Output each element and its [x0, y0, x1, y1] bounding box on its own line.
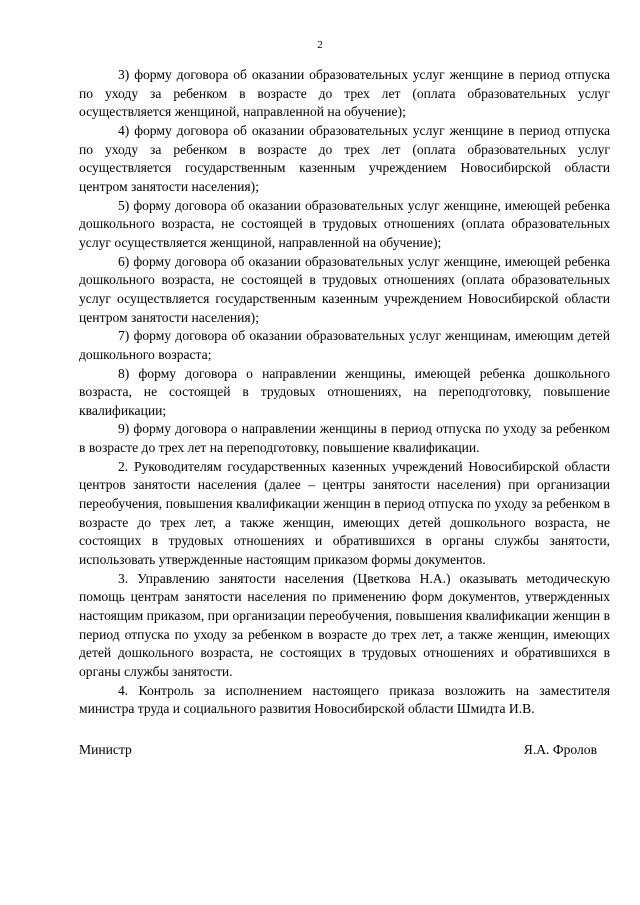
paragraph-clause-2: 2. Руководителям государственных казенных учреждений Новосибирской области центров занятости населения (далее – центры занятости населения) при организации переобучения, повышения квалификации женщин в период отпуска по уходу за ребенком в возрасте до трех лет, а также женщин, имеющих детей дошкольного возраста, не состоящих в трудовых отношениях и обратившихся в органы службы занятости, использовать утвержденные настоящим приказом формы документов.	[79, 458, 610, 568]
paragraph-item-8: 8) форму договора о направлении женщины, имеющей ребенка дошкольного возраста, не состоящей в трудовых отношениях, на переподготовку, повышение квалификации;	[79, 365, 610, 418]
paragraph-item-7: 7) форму договора об оказании образовательных услуг женщинам, имеющим детей дошкольного возраста;	[79, 328, 610, 362]
signatory-name: Я.А. Фролов	[523, 742, 597, 757]
paragraph-item-3: 3) форму договора об оказании образовательных услуг женщине в период отпуска по уходу за ребенком в возрасте до трех лет (оплата образовательных услуг осуществляется женщиной, направленной на обучение);	[79, 67, 610, 120]
document-body	[79, 66, 610, 719]
page-number: 2	[317, 39, 323, 51]
paragraph-item-5: 5) форму договора об оказании образовательных услуг женщине, имеющей ребенка дошкольного возраста, не состоящей в трудовых отношениях (оплата образовательных услуг осуществляется женщиной, направленной на обучение);	[79, 197, 610, 250]
paragraph-clause-4: 4. Контроль за исполнением настоящего приказа возложить на заместителя министра труда и социального развития Новосибирской области Шмидта И.В.	[79, 682, 610, 717]
paragraph-item-9: 9) форму договора о направлении женщины в период отпуска по уходу за ребенком в возрасте до трех лет на переподготовку, повышение квалификации.	[79, 421, 610, 456]
paragraph-item-6: 6) форму договора об оказании образовательных услуг женщине, имеющей ребенка дошкольного возраста, не состоящей в трудовых отношениях (оплата образовательных услуг осуществляется государственным казенным учреждением Новосибирской области центром занятости населения);	[79, 253, 610, 325]
signatory-title: Министр	[79, 742, 132, 757]
paragraph-clause-3: 3. Управлению занятости населения (Цветкова Н.А.) оказывать методическую помощь центрам занятости населения по применению форм документов, утвержденных настоящим приказом, при организации переобучения, повышения квалификации женщин в период отпуска по уходу за ребенком в возрасте до трех лет, а также женщин, имеющих детей дошкольного возраста, не состоящих в трудовых отношениях и обратившихся в органы службы занятости.	[79, 570, 610, 679]
paragraph-item-4: 4) форму договора об оказании образовательных услуг женщине в период отпуска по уходу за ребенком в возрасте до трех лет (оплата образовательных услуг осуществляется государственным казенным учреждением Новосибирской области центром занятости населения);	[79, 122, 610, 194]
